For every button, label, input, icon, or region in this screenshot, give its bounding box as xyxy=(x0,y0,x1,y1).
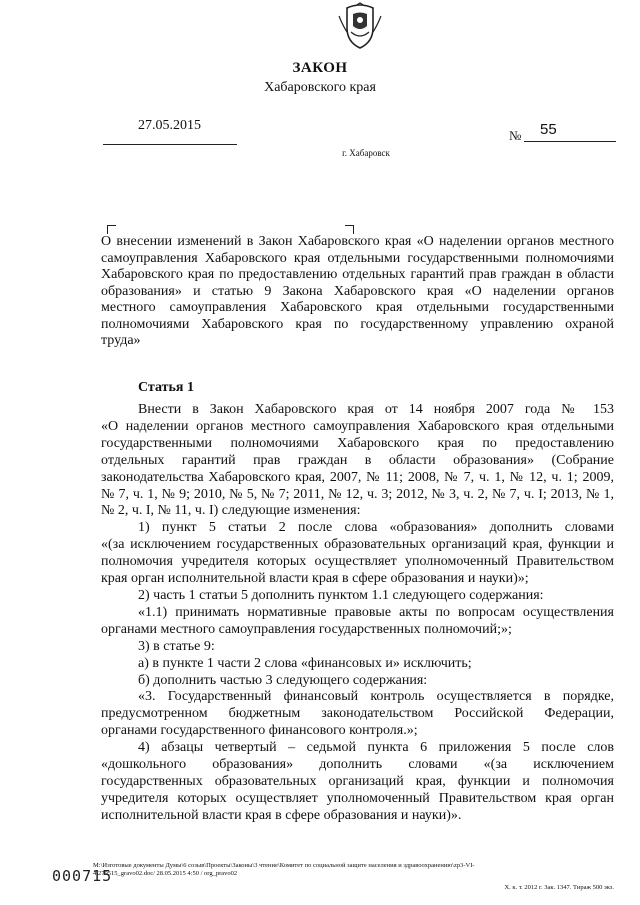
body-line: отдельных гарантий прав граждан в области образования» (Собрание xyxy=(101,452,614,468)
body-line: Внести в Закон Хабаровского края от 14 ноября 2007 года № 153 xyxy=(138,402,614,417)
body-line: 1) пункт 5 статьи 2 после слова «образования» дополнить словами xyxy=(138,520,614,536)
article-heading: Статья 1 xyxy=(138,380,194,395)
document-stamp-number: 000715 xyxy=(52,867,113,885)
left-corner-bracket xyxy=(107,225,116,234)
law-subject xyxy=(101,234,614,350)
body-line: края орган исполнительной власти края в сфере образования и науки)»; xyxy=(101,571,529,587)
law-date: 27.05.2015 xyxy=(138,118,201,133)
number-underline xyxy=(524,141,616,142)
number-sign: № xyxy=(509,128,522,143)
body-line: предусмотренном бюджетным законодательством Российской Федерации, xyxy=(101,706,614,722)
body-line: № 2, ч. I, № 11, ч. I) следующие изменения: xyxy=(101,503,361,519)
body-line: 3) в статье 9: xyxy=(138,638,215,654)
file-path xyxy=(93,862,613,878)
body-line: государственными полномочиями Хабаровского края по предоставлению xyxy=(101,435,614,451)
body-line: учредителя которых осуществляет уполномоченный Правительством края орган xyxy=(101,790,614,806)
body-line: «О наделении органов местного самоуправления Хабаровского края отдельными xyxy=(101,418,614,434)
file-path-line: M:\Изготовые документы Думы\6 созыв\Проекты\Законы\3 чтение\Комитет по социальной защите населения и здравоохранению\zp3-VI- xyxy=(93,862,475,869)
body-line: «3. Государственный финансовый контроль осуществляется в порядке, xyxy=(138,689,614,705)
print-info: Х. к. т. 2012 г. Зак. 1347. Тираж 500 экз. xyxy=(504,884,614,891)
body-line: б) дополнить частью 3 следующего содержания: xyxy=(138,672,428,688)
body-line: а) в пункте 1 части 2 слова «финансовых и» исключить; xyxy=(138,655,472,671)
body-line: государственных образовательных организаций края, функции и полномочия xyxy=(101,773,614,789)
city-label: г. Хабаровск xyxy=(342,148,390,158)
body-line: законодательства Хабаровского края, 2007, № 11; 2008, № 7, ч. 1, № 12, ч. 1; 2009, xyxy=(101,469,614,485)
article-body xyxy=(101,402,614,825)
law-region: Хабаровского края xyxy=(264,80,376,95)
law-title: ЗАКОН xyxy=(292,60,348,76)
file-path-line: 4\270515_gravo02.doc/ 28.05.2015 4:50 / org_pravo02 xyxy=(93,870,238,877)
body-line: № 7, ч. 1, № 9; 2010, № 5, № 7; 2011, № 12, ч. 3; 2012, № 3, ч. 2, № 7, ч. I; 2013, № 1, xyxy=(101,486,614,502)
subject-line: О внесении изменений в Закон Хабаровского края «О наделении органов местного xyxy=(101,234,614,249)
subject-line: Хабаровского края по предоставлению отдельных гарантий прав граждан в области xyxy=(101,267,614,282)
body-line: исполнительной власти края в сфере образования и науки)». xyxy=(101,807,462,823)
subject-line: самоуправления Хабаровского края отдельными государственными полномочиями xyxy=(101,250,614,266)
subject-line: труда» xyxy=(101,333,141,348)
date-underline xyxy=(103,144,237,145)
subject-line: полномочиями Хабаровского края по государственному управлению охраной xyxy=(101,316,614,332)
right-corner-bracket xyxy=(345,225,354,234)
law-number: 55 xyxy=(540,121,557,138)
body-line: «(за исключением государственных образовательных организаций края, функции и xyxy=(101,537,614,553)
body-line: «1.1) принимать нормативные правовые акты по вопросам осуществления xyxy=(138,604,614,620)
body-line: «дошкольного образования» дополнить словами «(за исключением xyxy=(101,757,614,773)
body-line: 2) часть 1 статьи 5 дополнить пунктом 1.1 следующего содержания: xyxy=(138,587,544,603)
body-line: 4) абзацы четвертый – седьмой пункта 6 приложения 5 после слов xyxy=(138,740,614,756)
coat-of-arms-icon xyxy=(333,2,387,50)
subject-line: образования» и статью 9 Закона Хабаровского края «О наделении органов xyxy=(101,283,614,299)
body-line: органами местного самоуправления государственных полномочий;»; xyxy=(101,621,512,637)
body-line: органами государственного финансового контроля.»; xyxy=(101,723,418,739)
body-line: полномочия учредителя которых осуществляет уполномоченный Правительством xyxy=(101,554,614,570)
subject-line: местного самоуправления Хабаровского края отдельными государственными xyxy=(101,300,614,315)
